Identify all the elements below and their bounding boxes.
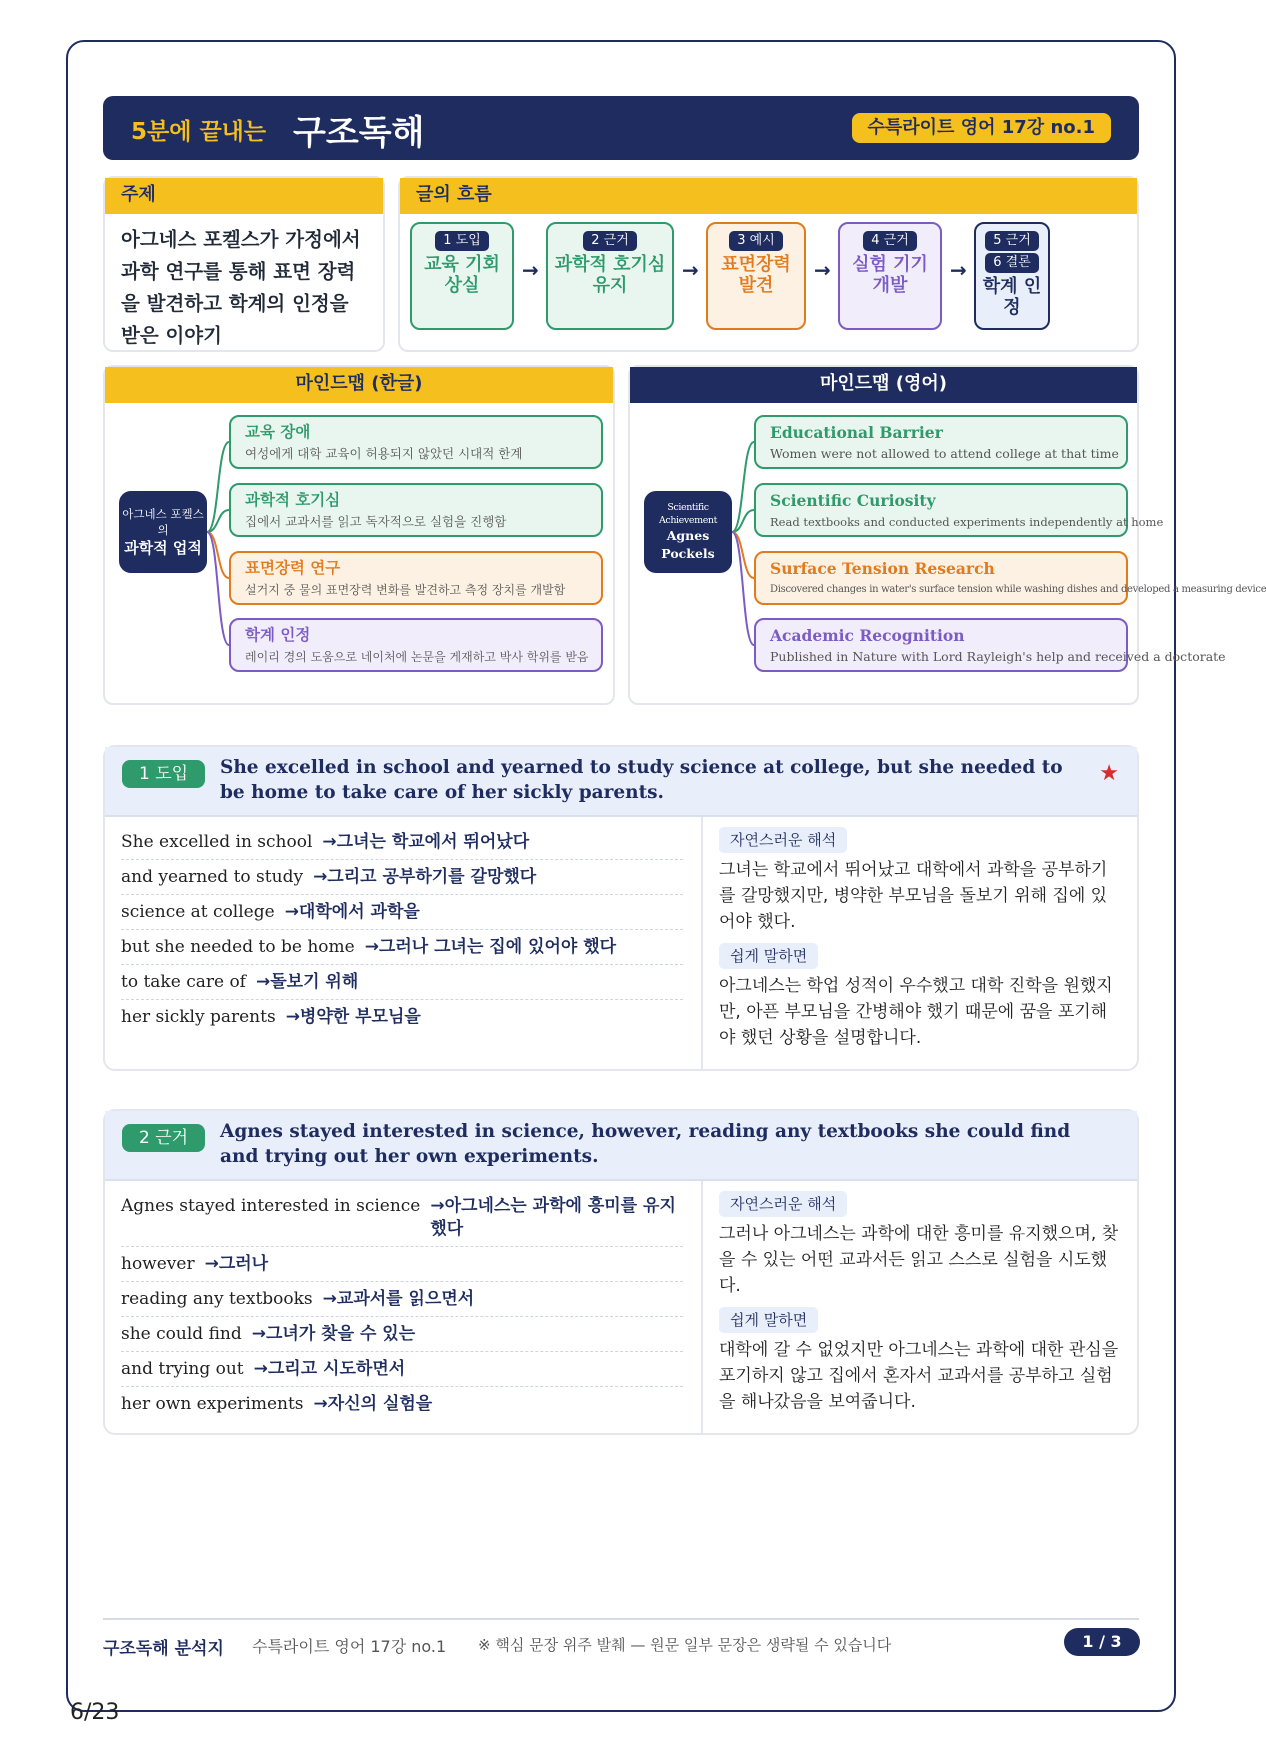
footer-brand: 구조독해 분석지	[103, 1639, 224, 1659]
chunk-english: She excelled in school	[121, 832, 313, 852]
chunk-row	[121, 860, 683, 895]
mindmap-branch-title: Educational Barrier	[770, 423, 943, 442]
chunk-row	[121, 895, 683, 930]
chunk-korean: →대학에서 과학을	[284, 902, 420, 922]
chunk-row	[121, 965, 683, 1000]
mindmap-branch-desc: Women were not allowed to attend college at that time	[770, 446, 1119, 461]
chunk-row	[121, 1000, 683, 1034]
flow-arrow-icon: →	[950, 258, 967, 282]
mindmap-kr-center-top: 아그네스 포켈스의	[122, 507, 204, 537]
flow-step-number: 2 근거	[583, 231, 637, 251]
mindmap-connector	[207, 532, 229, 645]
sentence-role-badge: 1 도입	[122, 760, 205, 788]
flow-step-number: 3 예시	[729, 231, 783, 251]
mindmap-en-center	[644, 491, 732, 573]
header-subtitle: 5분에 끝내는	[131, 119, 267, 145]
chunk-korean: →그러나	[204, 1254, 269, 1274]
mindmap-branch-desc: 설거지 중 물의 표면장력 변화를 발견하고 측정 장치를 개발함	[245, 583, 566, 597]
natural-label: 자연스러운 해석	[719, 827, 847, 853]
key-sentence-star-icon: ★	[1099, 761, 1119, 786]
source-badge: 수특라이트 영어 17강 no.1	[852, 113, 1112, 143]
mindmap-branch-title: Academic Recognition	[770, 626, 965, 645]
chunk-korean: →병약한 부모님을	[285, 1007, 421, 1027]
chunk-korean: →교과서를 읽으면서	[322, 1289, 475, 1309]
mindmap-connector	[207, 442, 229, 532]
mindmap-kr-center	[119, 491, 207, 573]
mindmap-branch	[754, 618, 1226, 672]
sentence-english: Agnes stayed interested in science, however, reading any textbooks she could find and trying out her own experiments.	[220, 1121, 1071, 1167]
easy-explanation: 아그네스는 학업 성적이 우수했고 대학 진학을 원했지만, 아픈 부모님을 간병해야 했기 때문에 꿈을 포기해야 했던 상황을 설명합니다.	[719, 976, 1113, 1048]
mindmap-branch-title: 과학적 호기심	[245, 491, 341, 509]
topic-text: 아그네스 포켈스가 가정에서 과학 연구를 통해 표면 장력을 발견하고 학계의 인정을 받은 이야기	[121, 228, 361, 347]
easy-label: 쉽게 말하면	[719, 1307, 818, 1333]
mindmap-branch	[229, 415, 603, 469]
chunk-list	[105, 1181, 703, 1433]
mindmap-branch-title: 교육 장애	[245, 423, 311, 441]
chunk-english: Agnes stayed interested in science	[121, 1196, 421, 1216]
footer-divider	[103, 1618, 1139, 1620]
chunk-korean: →돌보기 위해	[255, 972, 359, 992]
flow-step	[838, 222, 942, 330]
flow-step	[546, 222, 674, 330]
chunk-row	[121, 930, 683, 965]
chunk-english: to take care of	[121, 972, 246, 992]
mindmap-branch	[229, 483, 603, 537]
mindmap-connector	[732, 442, 754, 532]
mindmap-connector	[732, 532, 754, 578]
flow-arrow-icon: →	[682, 258, 699, 282]
mindmap-branch-desc: 레이리 경의 도움으로 네이처에 논문을 게재하고 박사 학위를 받음	[245, 650, 589, 664]
chunk-list	[105, 817, 703, 1069]
flow-step	[974, 222, 1050, 330]
mindmap-korean	[103, 365, 615, 705]
footer-source: 수특라이트 영어 17강 no.1	[252, 1637, 447, 1656]
mindmap-branch-title: 표면장력 연구	[245, 559, 341, 577]
sentence-body	[105, 1181, 1137, 1433]
flow-step-label: 실험 기기 개발	[852, 254, 928, 296]
mindmap-branch-desc: 집에서 교과서를 읽고 독자적으로 실험을 진행함	[245, 514, 507, 529]
mindmap-en-heading: 마인드맵 (영어)	[630, 367, 1137, 403]
chunk-english: however	[121, 1254, 195, 1274]
chunk-korean: →자신의 실험을	[313, 1394, 433, 1414]
chunk-english: her own experiments	[121, 1394, 304, 1414]
footer-note: ※ 핵심 문장 위주 발췌 — 원문 일부 문장은 생략될 수 있습니다	[478, 1636, 892, 1654]
chunk-korean: →그녀는 학교에서 뛰어났다	[322, 832, 530, 852]
flow-heading: 글의 흐름	[400, 178, 1137, 214]
topic-heading: 주제	[105, 178, 383, 214]
flow-step-label: 표면장력 발견	[721, 254, 791, 296]
flow-step-label: 과학적 호기심 유지	[554, 254, 666, 296]
mindmap-branch	[229, 551, 603, 605]
flow-step-label: 교육 기회 상실	[424, 254, 500, 296]
mindmap-branch-desc: Published in Nature with Lord Rayleigh's help and received a doctorate	[770, 649, 1226, 664]
chunk-english: and trying out	[121, 1359, 244, 1379]
easy-label: 쉽게 말하면	[719, 943, 818, 969]
flow-step-number: 5 근거	[985, 231, 1039, 251]
chunk-korean: →그리고 시도하면서	[253, 1359, 406, 1379]
mindmap-branch-title: Surface Tension Research	[770, 559, 995, 578]
mindmap-branch-title: 학계 인정	[245, 626, 311, 644]
mindmap-kr-body	[105, 403, 613, 707]
mindmap-branch	[229, 618, 603, 672]
mindmap-kr-center-bottom: 과학적 업적	[124, 539, 202, 557]
page-indicator: 1 / 3	[1064, 1628, 1140, 1656]
sentence-english: She excelled in school and yearned to study science at college, but she needed to be home to take care of her sickly parents.	[220, 757, 1063, 803]
sentence-body	[105, 817, 1137, 1069]
chunk-english: her sickly parents	[121, 1007, 276, 1027]
chunk-row	[121, 1387, 683, 1421]
sentence-header	[105, 747, 1137, 817]
mindmap-en-center-top: Scientific Achievement	[658, 502, 718, 526]
chunk-row	[121, 1189, 683, 1247]
chunk-row	[121, 1352, 683, 1387]
mindmap-branch-title: Scientific Curiosity	[770, 491, 936, 510]
flow-arrow-icon: →	[522, 258, 539, 282]
mindmap-kr-heading: 마인드맵 (한글)	[105, 367, 613, 403]
mindmap-branch	[754, 483, 1164, 537]
interpretation-panel	[703, 1181, 1137, 1433]
chunk-row	[121, 1282, 683, 1317]
flow-step-label: 학계 인정	[982, 276, 1042, 318]
mindmap-connector	[732, 532, 754, 645]
natural-translation: 그녀는 학교에서 뛰어났고 대학에서 과학을 공부하기를 갈망했지만, 병약한 부모님을 돌보기 위해 집에 있어야 했다.	[719, 860, 1108, 932]
flow-step-number: 4 근거	[863, 231, 917, 251]
natural-label: 자연스러운 해석	[719, 1191, 847, 1217]
mindmap-connector	[207, 532, 229, 578]
topic-card	[103, 176, 385, 352]
chunk-english: and yearned to study	[121, 867, 304, 887]
mindmap-english	[628, 365, 1266, 705]
page-header	[103, 96, 1139, 160]
chunk-korean: →그리고 공부하기를 갈망했다	[313, 867, 537, 887]
natural-translation: 그러나 아그네스는 과학에 대한 흥미를 유지했으며, 찾을 수 있는 어떤 교과서든 읽고 스스로 실험을 시도했다.	[719, 1224, 1119, 1296]
chunk-english: she could find	[121, 1324, 242, 1344]
chunk-row	[121, 1247, 683, 1282]
flow-step	[706, 222, 806, 330]
mindmap-branch	[754, 551, 1266, 605]
flow-arrow-icon: →	[814, 258, 831, 282]
sentence-role-badge: 2 근거	[122, 1124, 205, 1152]
chunk-english: reading any textbooks	[121, 1289, 313, 1309]
chunk-row	[121, 825, 683, 860]
chunk-english: science at college	[121, 902, 275, 922]
chunk-row	[121, 1317, 683, 1352]
chunk-korean: →그러나 그녀는 집에 있어야 했다	[364, 937, 617, 957]
easy-explanation: 대학에 갈 수 없었지만 아그네스는 과학에 대한 관심을 포기하지 않고 집에서 혼자서 교과서를 공부하고 실험을 해나갔음을 보여줍니다.	[719, 1340, 1119, 1412]
chunk-english: but she needed to be home	[121, 937, 355, 957]
sentence-header	[105, 1111, 1137, 1181]
mindmap-branch	[754, 415, 1128, 469]
interpretation-panel	[703, 817, 1137, 1069]
mindmap-branch-desc: Discovered changes in water's surface tension while washing dishes and developed a measuring device	[770, 584, 1266, 595]
flow-step-number: 1 도입	[435, 231, 489, 251]
chunk-korean: →아그네스는 과학에 흥미를 유지했다	[430, 1196, 676, 1239]
mindmap-en-center-bottom: Agnes Pockels	[661, 528, 715, 561]
sentence-card	[103, 1109, 1139, 1435]
mindmap-en-body	[630, 403, 1266, 707]
header-title: 구조독해	[293, 113, 425, 153]
sentence-card	[103, 745, 1139, 1071]
mindmap-branch-desc: 여성에게 대학 교육이 허용되지 않았던 시대적 한계	[245, 446, 523, 461]
flow-card	[398, 176, 1139, 352]
mindmap-branch-desc: Read textbooks and conducted experiments independently at home	[770, 515, 1164, 529]
chunk-korean: →그녀가 찾을 수 있는	[251, 1324, 416, 1344]
flow-step-number: 6 결론	[985, 253, 1039, 273]
flow-step	[410, 222, 514, 330]
page-counter: 6/23	[70, 1700, 120, 1725]
